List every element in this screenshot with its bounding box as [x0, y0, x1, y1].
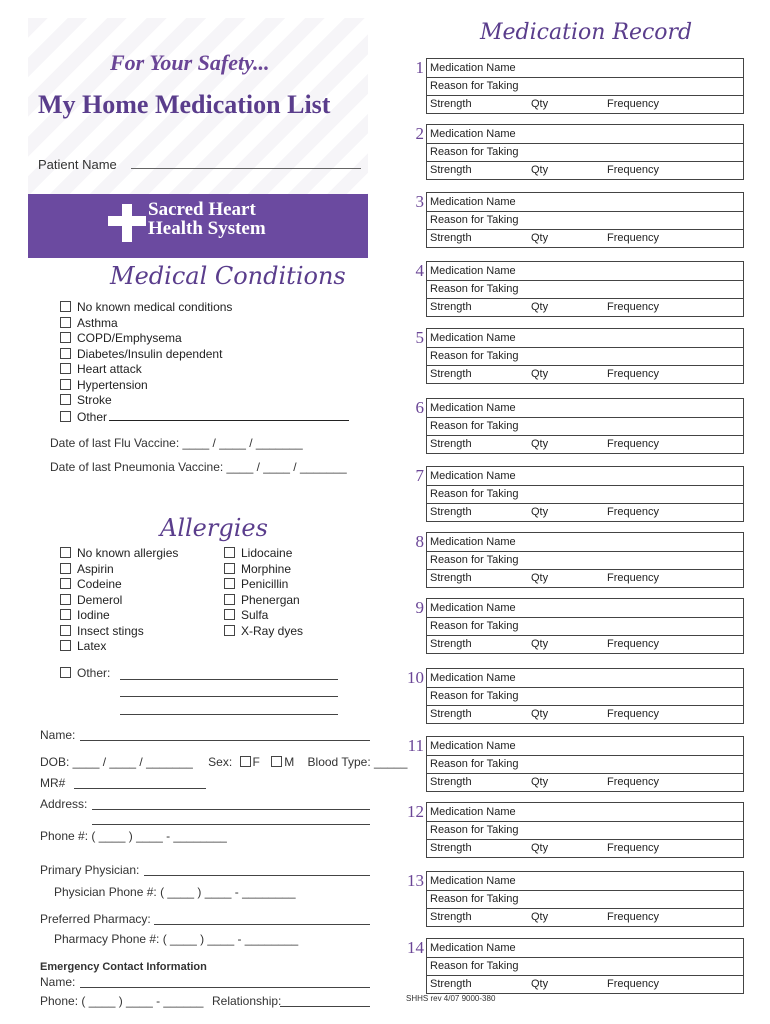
strength-label: Strength — [430, 978, 472, 990]
reason-row[interactable] — [427, 890, 743, 909]
patient-name-label: Patient Name — [38, 157, 117, 172]
medication-number: 5 — [415, 328, 424, 347]
qty-label: Qty — [531, 911, 549, 923]
frequency-label: Frequency — [607, 978, 659, 990]
medication-entry — [398, 328, 744, 384]
emergency-phone-field[interactable]: Phone: ( ____ ) ____ - ______ — [40, 994, 204, 1008]
condition-item[interactable]: Asthma — [60, 316, 349, 332]
reason-label: Reason for Taking — [430, 146, 519, 158]
qty-label: Qty — [531, 842, 549, 854]
reason-label: Reason for Taking — [430, 80, 519, 92]
frequency-label: Frequency — [607, 301, 659, 313]
reason-row[interactable] — [427, 280, 743, 299]
medication-table — [426, 58, 744, 114]
reason-label: Reason for Taking — [430, 758, 519, 770]
medication-table — [426, 192, 744, 248]
reason-row[interactable] — [427, 211, 743, 230]
medication-name-label: Medication Name — [430, 402, 516, 414]
medication-name-row[interactable] — [427, 399, 743, 418]
reason-label: Reason for Taking — [430, 620, 519, 632]
strength-row[interactable] — [427, 705, 743, 723]
checkbox[interactable] — [224, 563, 235, 574]
medication-number: 7 — [415, 466, 424, 485]
medication-name-row[interactable] — [427, 599, 743, 618]
qty-label: Qty — [531, 98, 549, 110]
medication-name-label: Medication Name — [430, 672, 516, 684]
allergy-item[interactable]: Aspirin — [60, 562, 178, 578]
strength-row[interactable] — [427, 773, 743, 791]
medication-name-row[interactable] — [427, 125, 743, 144]
brand-name: Sacred Heart Health System — [148, 199, 266, 239]
medication-entry — [398, 192, 744, 248]
allergy-item[interactable]: Iodine — [60, 608, 178, 624]
strength-row[interactable] — [427, 908, 743, 926]
medication-number: 12 — [407, 802, 424, 821]
strength-label: Strength — [430, 776, 472, 788]
reason-row[interactable] — [427, 77, 743, 96]
checkbox[interactable] — [60, 332, 71, 343]
address-line[interactable] — [92, 809, 370, 810]
other-condition-line[interactable] — [109, 409, 349, 421]
patient-name-field[interactable] — [38, 156, 368, 172]
medication-table — [426, 532, 744, 588]
form-footer: SHHS rev 4/07 9000-380 — [406, 994, 496, 1003]
medication-name-label: Medication Name — [430, 128, 516, 140]
allergy-other-line[interactable] — [120, 714, 338, 715]
checkbox[interactable] — [224, 594, 235, 605]
allergies-col-2 — [224, 546, 303, 639]
relationship-line[interactable] — [280, 1006, 370, 1007]
medication-table — [426, 598, 744, 654]
condition-item[interactable]: No known medical conditions — [60, 300, 349, 316]
flu-vaccine-date[interactable]: Date of last Flu Vaccine: ____ / ____ / _______ — [50, 436, 303, 450]
checkbox[interactable] — [60, 363, 71, 374]
allergy-other-line[interactable] — [120, 696, 338, 697]
reason-row[interactable] — [427, 551, 743, 570]
medication-name-label: Medication Name — [430, 62, 516, 74]
medication-name-label: Medication Name — [430, 536, 516, 548]
strength-label: Strength — [430, 301, 472, 313]
allergies-heading: Allergies — [160, 514, 268, 542]
qty-label: Qty — [531, 506, 549, 518]
reason-label: Reason for Taking — [430, 214, 519, 226]
medication-table — [426, 802, 744, 858]
frequency-label: Frequency — [607, 164, 659, 176]
medication-name-row[interactable] — [427, 939, 743, 958]
strength-label: Strength — [430, 438, 472, 450]
checkbox-female[interactable] — [240, 756, 251, 767]
reason-label: Reason for Taking — [430, 488, 519, 500]
pharmacy-label: Preferred Pharmacy: — [40, 912, 151, 926]
medication-number: 1 — [415, 58, 424, 77]
patient-name-line[interactable] — [131, 156, 361, 169]
mr-line[interactable] — [74, 788, 206, 789]
medication-number: 8 — [415, 532, 424, 551]
medication-entry — [398, 466, 744, 522]
checkbox[interactable] — [60, 379, 71, 390]
strength-row[interactable] — [427, 229, 743, 247]
medication-name-label: Medication Name — [430, 196, 516, 208]
allergy-item[interactable]: Morphine — [224, 562, 303, 578]
allergy-other-line[interactable] — [120, 679, 338, 680]
medication-name-label: Medication Name — [430, 602, 516, 614]
strength-row[interactable] — [427, 975, 743, 993]
pharmacy-phone-field[interactable]: Pharmacy Phone #: ( ____ ) ____ - ________ — [54, 932, 299, 946]
medication-entry — [398, 871, 744, 927]
checkbox[interactable] — [60, 394, 71, 405]
reason-label: Reason for Taking — [430, 690, 519, 702]
medication-entry — [398, 58, 744, 114]
strength-label: Strength — [430, 368, 472, 380]
allergy-item[interactable]: Demerol — [60, 593, 178, 609]
sex-label: Sex: — [208, 755, 233, 769]
emergency-contact-title: Emergency Contact Information — [40, 961, 207, 973]
emergency-name-label: Name: — [40, 975, 76, 989]
qty-label: Qty — [531, 164, 549, 176]
reason-row[interactable] — [427, 957, 743, 976]
medication-name-row[interactable] — [427, 872, 743, 891]
strength-label: Strength — [430, 842, 472, 854]
medication-table — [426, 466, 744, 522]
primary-physician-line[interactable] — [144, 875, 370, 876]
allergy-item[interactable]: Insect stings — [60, 624, 178, 640]
reason-label: Reason for Taking — [430, 824, 519, 836]
medication-entry — [398, 124, 744, 180]
qty-label: Qty — [531, 776, 549, 788]
dob-field[interactable]: DOB: ____ / ____ / _______ — [40, 755, 193, 769]
medication-number: 3 — [415, 192, 424, 211]
strength-label: Strength — [430, 572, 472, 584]
allergy-item[interactable]: Phenergan — [224, 593, 303, 609]
strength-label: Strength — [430, 232, 472, 244]
checkbox[interactable] — [60, 625, 71, 636]
medication-number: 13 — [407, 871, 424, 890]
medication-table — [426, 328, 744, 384]
conditions-list — [60, 300, 349, 425]
medication-record-heading: Medication Record — [480, 20, 693, 45]
qty-label: Qty — [531, 572, 549, 584]
frequency-label: Frequency — [607, 776, 659, 788]
condition-item[interactable]: Hypertension — [60, 378, 349, 394]
reason-label: Reason for Taking — [430, 554, 519, 566]
medication-name-label: Medication Name — [430, 806, 516, 818]
strength-row[interactable] — [427, 635, 743, 653]
medication-name-row[interactable] — [427, 262, 743, 281]
strength-label: Strength — [430, 911, 472, 923]
frequency-label: Frequency — [607, 708, 659, 720]
address-label: Address: — [40, 797, 88, 811]
medication-table — [426, 261, 744, 317]
physician-phone-field[interactable]: Physician Phone #: ( ____ ) ____ - ________ — [54, 885, 296, 899]
checkbox[interactable] — [60, 640, 71, 651]
name-line[interactable] — [80, 740, 370, 741]
medication-number: 11 — [407, 736, 424, 755]
pneumonia-vaccine-date[interactable]: Date of last Pneumonia Vaccine: ____ / ____ / _______ — [50, 460, 347, 474]
strength-row[interactable] — [427, 161, 743, 179]
blood-type-field[interactable]: Blood Type: _____ — [307, 755, 408, 769]
strength-row[interactable] — [427, 569, 743, 587]
medication-number: 4 — [415, 261, 424, 280]
checkbox[interactable] — [60, 411, 71, 422]
strength-row[interactable] — [427, 95, 743, 113]
reason-row[interactable] — [427, 687, 743, 706]
condition-item[interactable]: COPD/Emphysema — [60, 331, 349, 347]
frequency-label: Frequency — [607, 98, 659, 110]
checkbox[interactable] — [60, 609, 71, 620]
name-field-label: Name: — [40, 728, 76, 742]
condition-item-other[interactable]: Other — [60, 409, 349, 426]
pharmacy-line[interactable] — [154, 924, 370, 925]
medication-table — [426, 938, 744, 994]
qty-label: Qty — [531, 368, 549, 380]
reason-row[interactable] — [427, 347, 743, 366]
allergy-item[interactable]: No known allergies — [60, 546, 178, 562]
reason-row[interactable] — [427, 143, 743, 162]
strength-label: Strength — [430, 506, 472, 518]
condition-item[interactable]: Heart attack — [60, 362, 349, 378]
qty-label: Qty — [531, 438, 549, 450]
qty-label: Qty — [531, 638, 549, 650]
strength-row[interactable] — [427, 365, 743, 383]
allergy-item[interactable]: Penicillin — [224, 577, 303, 593]
medication-number: 2 — [415, 124, 424, 143]
conditions-heading: Medical Conditions — [110, 262, 346, 290]
checkbox[interactable] — [224, 578, 235, 589]
primary-physician-label: Primary Physician: — [40, 863, 140, 877]
allergy-item[interactable]: Sulfa — [224, 608, 303, 624]
condition-item[interactable]: Diabetes/Insulin dependent — [60, 347, 349, 363]
checkbox[interactable] — [60, 348, 71, 359]
medication-number: 10 — [407, 668, 424, 687]
medication-name-label: Medication Name — [430, 470, 516, 482]
medication-entry — [398, 668, 744, 724]
strength-row[interactable] — [427, 435, 743, 453]
relationship-label: Relationship: — [212, 994, 282, 1008]
reason-row[interactable] — [427, 821, 743, 840]
medication-name-row[interactable] — [427, 737, 743, 756]
emergency-name-line[interactable] — [80, 987, 370, 988]
allergy-item[interactable]: X-Ray dyes — [224, 624, 303, 640]
checkbox[interactable] — [60, 667, 71, 678]
condition-item[interactable]: Stroke — [60, 393, 349, 409]
brand-banner — [28, 194, 368, 258]
allergy-item[interactable]: Latex — [60, 639, 178, 655]
reason-label: Reason for Taking — [430, 420, 519, 432]
checkbox[interactable] — [60, 317, 71, 328]
checkbox-male[interactable] — [271, 756, 282, 767]
allergy-item[interactable]: Codeine — [60, 577, 178, 593]
frequency-label: Frequency — [607, 368, 659, 380]
checkbox[interactable] — [60, 547, 71, 558]
medication-table — [426, 871, 744, 927]
qty-label: Qty — [531, 232, 549, 244]
medication-table — [426, 668, 744, 724]
checkbox[interactable] — [60, 301, 71, 312]
frequency-label: Frequency — [607, 638, 659, 650]
medication-name-label: Medication Name — [430, 942, 516, 954]
medication-table — [426, 124, 744, 180]
dob-sex-blood-row: DOB: ____ / ____ / _______ Sex: F M Blood Type: _____ — [40, 755, 408, 769]
allergy-other[interactable]: Other: — [60, 666, 110, 680]
phone-field[interactable]: Phone #: ( ____ ) ____ - ________ — [40, 829, 227, 843]
strength-row[interactable] — [427, 503, 743, 521]
reason-row[interactable] — [427, 417, 743, 436]
medication-name-row[interactable] — [427, 467, 743, 486]
reason-label: Reason for Taking — [430, 350, 519, 362]
cross-logo-icon — [108, 204, 146, 242]
medication-name-label: Medication Name — [430, 740, 516, 752]
medication-table — [426, 736, 744, 792]
frequency-label: Frequency — [607, 572, 659, 584]
medication-entry — [398, 398, 744, 454]
medication-name-label: Medication Name — [430, 265, 516, 277]
medication-number: 14 — [407, 938, 424, 957]
mr-label: MR# — [40, 776, 66, 790]
medication-entry — [398, 736, 744, 792]
medication-entry — [398, 938, 744, 994]
frequency-label: Frequency — [607, 842, 659, 854]
medication-table — [426, 398, 744, 454]
frequency-label: Frequency — [607, 232, 659, 244]
checkbox[interactable] — [224, 609, 235, 620]
medication-name-row[interactable] — [427, 59, 743, 78]
checkbox[interactable] — [60, 594, 71, 605]
reason-label: Reason for Taking — [430, 283, 519, 295]
qty-label: Qty — [531, 301, 549, 313]
allergies-col-1 — [60, 546, 178, 655]
medication-entry — [398, 532, 744, 588]
reason-label: Reason for Taking — [430, 960, 519, 972]
strength-label: Strength — [430, 638, 472, 650]
page-title: My Home Medication List — [38, 90, 331, 119]
checkbox[interactable] — [60, 563, 71, 574]
medication-entry — [398, 261, 744, 317]
medication-name-row[interactable] — [427, 669, 743, 688]
strength-label: Strength — [430, 164, 472, 176]
address-line[interactable] — [92, 824, 370, 825]
medication-name-row[interactable] — [427, 329, 743, 348]
frequency-label: Frequency — [607, 911, 659, 923]
qty-label: Qty — [531, 978, 549, 990]
strength-label: Strength — [430, 708, 472, 720]
medication-name-label: Medication Name — [430, 332, 516, 344]
medication-name-row[interactable] — [427, 193, 743, 212]
medication-entry — [398, 802, 744, 858]
reason-row[interactable] — [427, 617, 743, 636]
checkbox[interactable] — [224, 547, 235, 558]
medication-entry — [398, 598, 744, 654]
checkbox[interactable] — [224, 625, 235, 636]
frequency-label: Frequency — [607, 506, 659, 518]
frequency-label: Frequency — [607, 438, 659, 450]
checkbox[interactable] — [60, 578, 71, 589]
medication-name-label: Medication Name — [430, 875, 516, 887]
safety-heading: For Your Safety... — [110, 50, 270, 75]
strength-label: Strength — [430, 98, 472, 110]
strength-row[interactable] — [427, 298, 743, 316]
allergy-item[interactable]: Lidocaine — [224, 546, 303, 562]
reason-label: Reason for Taking — [430, 893, 519, 905]
medication-number: 9 — [415, 598, 424, 617]
strength-row[interactable] — [427, 839, 743, 857]
qty-label: Qty — [531, 708, 549, 720]
medication-name-row[interactable] — [427, 533, 743, 552]
medication-name-row[interactable] — [427, 803, 743, 822]
medication-number: 6 — [415, 398, 424, 417]
reason-row[interactable] — [427, 755, 743, 774]
reason-row[interactable] — [427, 485, 743, 504]
